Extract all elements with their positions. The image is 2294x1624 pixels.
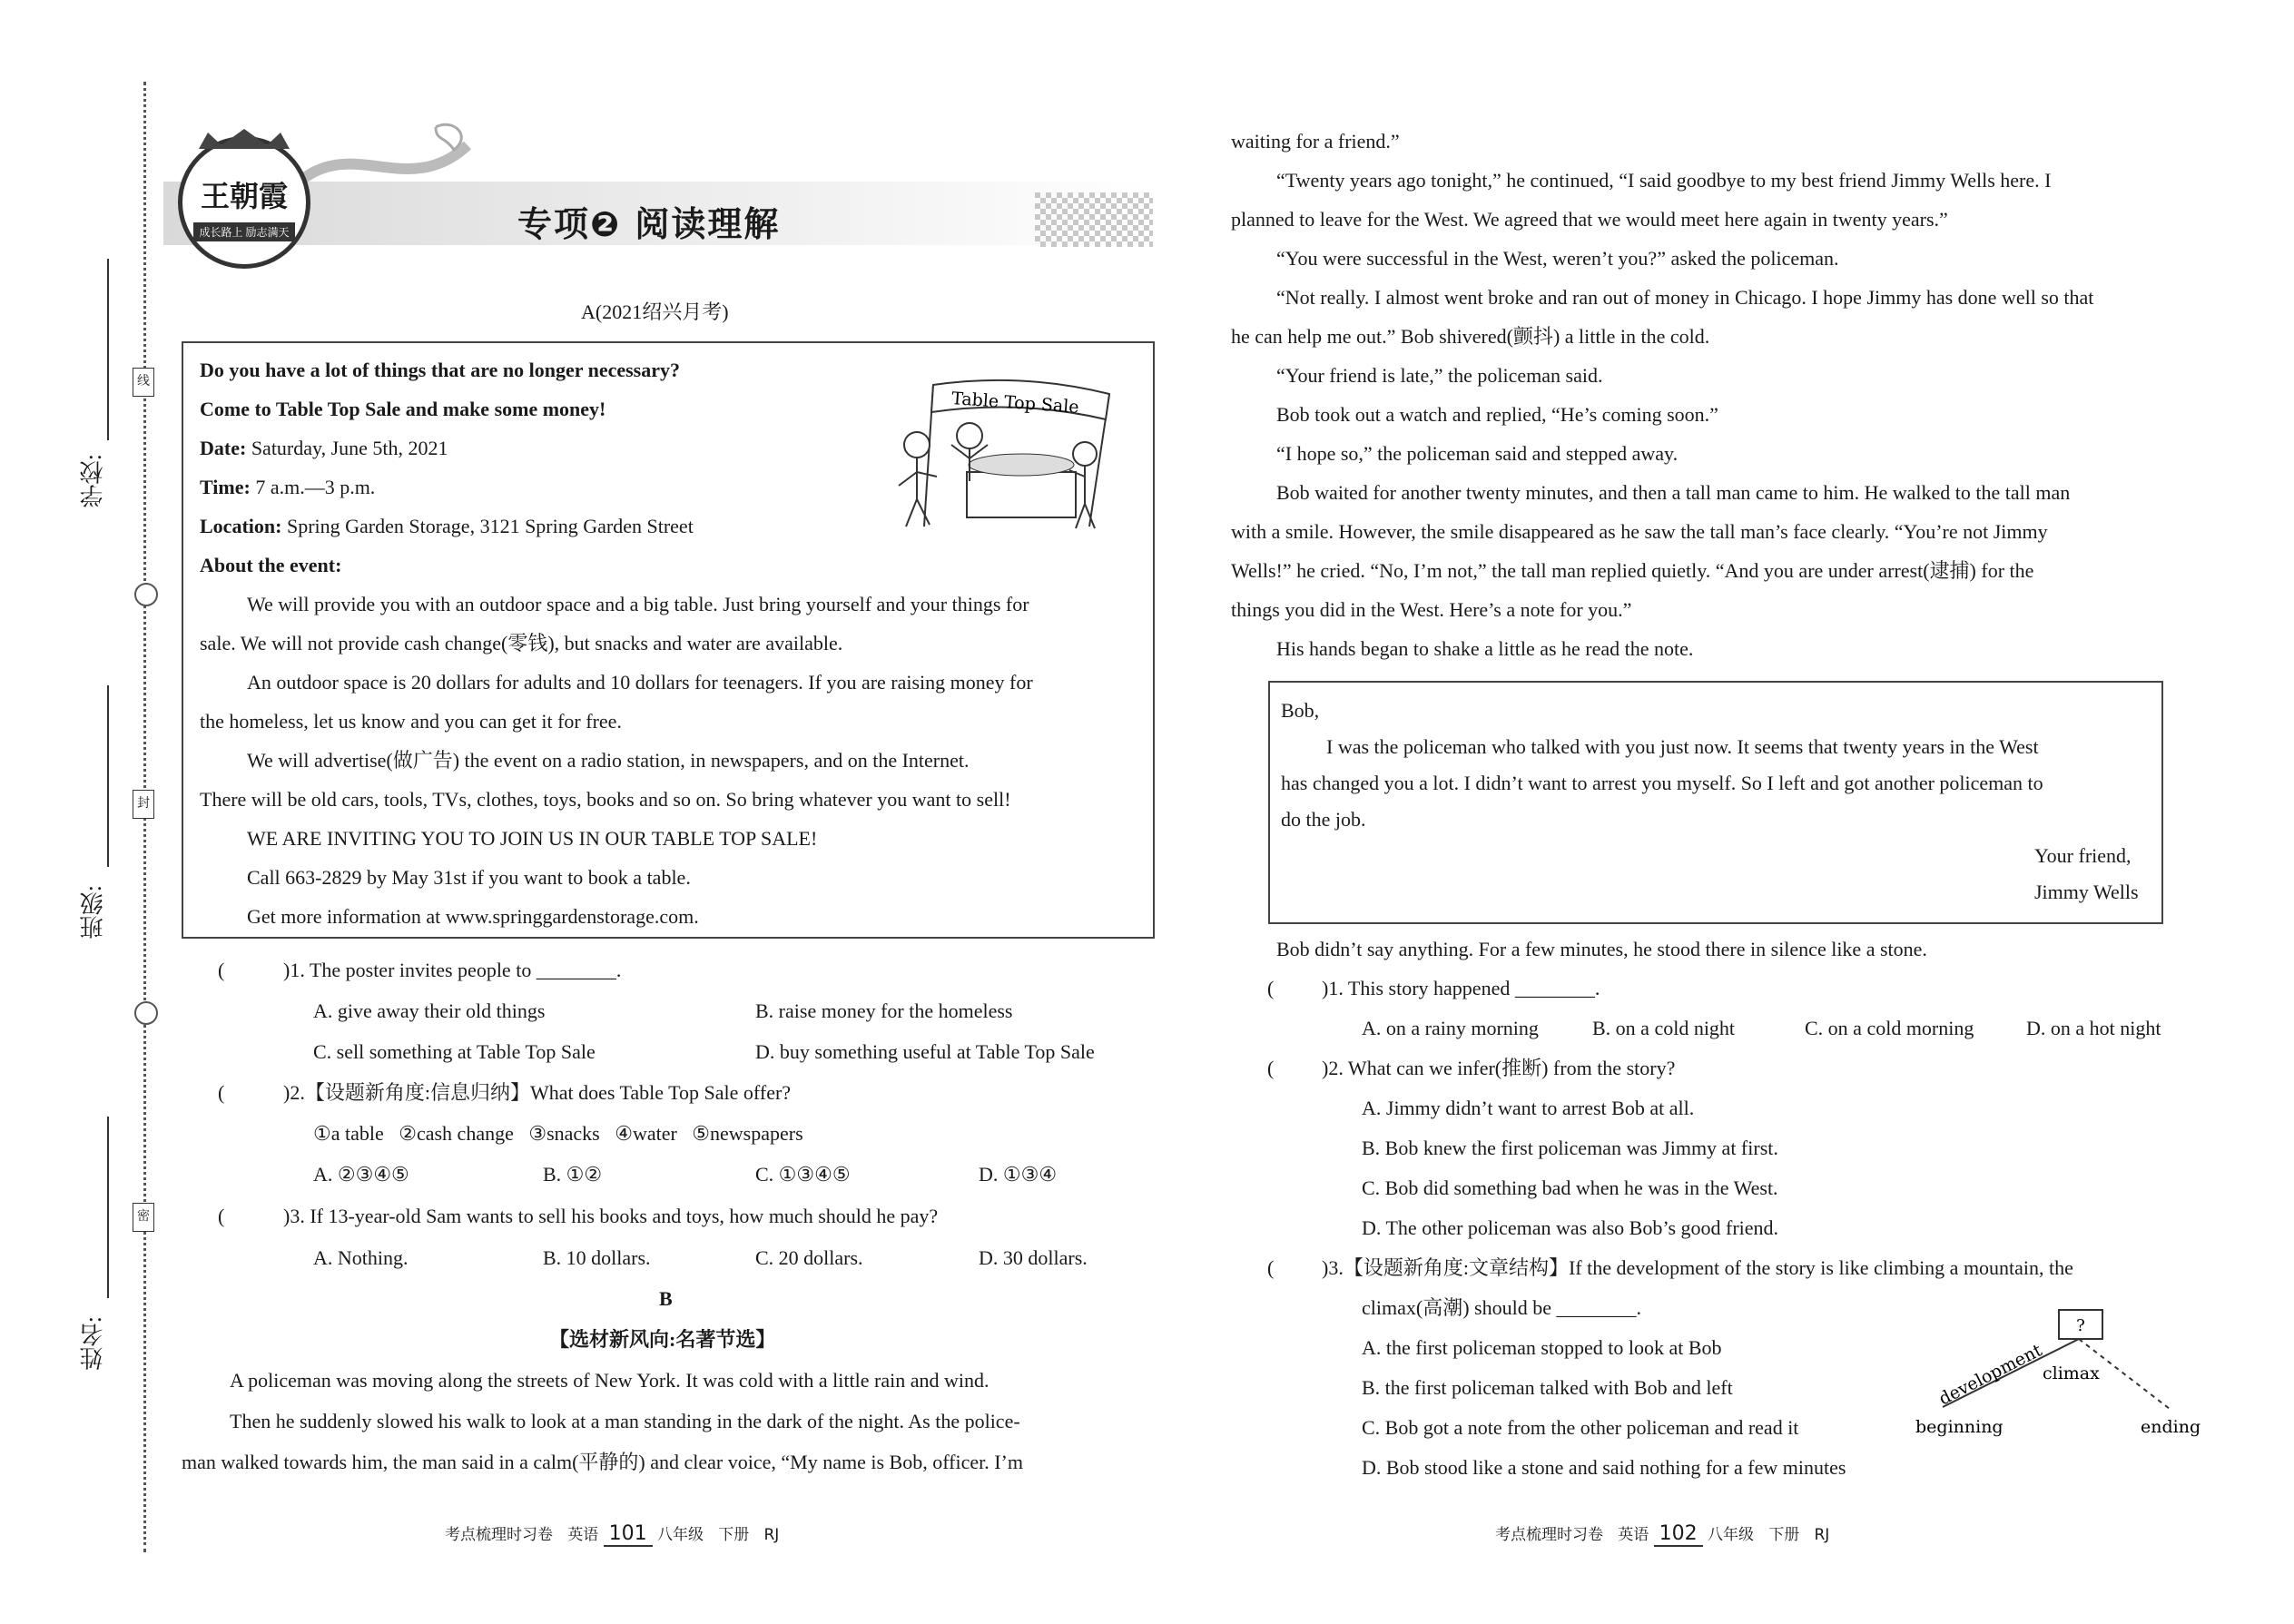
option-c: C. Bob did something bad when he was in the West. <box>1362 1176 1778 1199</box>
story-structure-diagram <box>1906 1307 2215 1443</box>
note-greeting: Bob, <box>1281 699 1320 722</box>
option-c: C. sell something at Table Top Sale <box>313 1040 596 1063</box>
answer-bracket[interactable]: ( <box>1267 1256 1275 1279</box>
footer-right-post: 八年级 下册 RJ <box>1708 1526 1830 1544</box>
option-b: B. 10 dollars. <box>543 1246 651 1269</box>
poster-paragraph: Get more information at www.springgardenstorage.com. <box>247 905 699 928</box>
answer-bracket[interactable]: ( <box>1267 977 1275 999</box>
page-number-right: 102 <box>1654 1522 1703 1547</box>
question-b3-stem: )3.【设题新角度:文章结构】If the development of the story is like climbing a mountain, the <box>1322 1256 2073 1279</box>
poster-paragraph: There will be old cars, tools, TVs, clothes, toys, books and so on. So bring whatever you want to sell! <box>200 788 1011 811</box>
story-line: “Twenty years ago tonight,” he continued, “I said goodbye to my best friend Jimmy Wells here. I <box>1276 169 2052 192</box>
binding-mark: 线 <box>133 368 154 397</box>
option-a: A. give away their old things <box>313 999 546 1022</box>
story-line: Wells!” he cried. “No, I’m not,” the tall man replied quietly. “And you are under arrest(逮捕) for the <box>1231 559 2034 582</box>
development-label: development <box>1935 1340 2045 1410</box>
table-sale-illustration <box>871 372 1126 536</box>
school-field-line <box>107 259 109 440</box>
brand-logo <box>178 136 310 269</box>
story-line: waiting for a friend.” <box>1231 130 1400 153</box>
logo-title: 王朝霞 <box>200 180 288 212</box>
poster-paragraph: WE ARE INVITING YOU TO JOIN US IN OUR TABLE TOP SALE! <box>247 827 818 850</box>
binding-mark: 密 <box>133 1203 154 1232</box>
option-a: A. the first policeman stopped to look at Bob <box>1362 1336 1722 1359</box>
note-signature: Jimmy Wells <box>2034 881 2139 903</box>
footer-right <box>1495 1521 1829 1547</box>
question-a2-items: ①a table ②cash change ③snacks ④water ⑤newspapers <box>313 1122 803 1145</box>
poster-paragraph: An outdoor space is 20 dollars for adults and 10 dollars for teenagers. If you are raising money for <box>247 671 1033 694</box>
option-a: A. Jimmy didn’t want to arrest Bob at all. <box>1362 1097 1695 1119</box>
note-box <box>1268 681 2163 924</box>
binding-hole-icon <box>134 1001 158 1025</box>
option-c: C. ①③④⑤ <box>755 1163 851 1186</box>
poster-date <box>200 428 448 468</box>
footer-left-post: 八年级 下册 RJ <box>657 1526 780 1544</box>
poster-paragraph: We will provide you with an outdoor space and a big table. Just bring yourself and your things for <box>247 593 1029 615</box>
ending-label: ending <box>2141 1417 2201 1437</box>
option-b: B. ①② <box>543 1163 603 1186</box>
story-line: Then he suddenly slowed his walk to look at a man standing in the dark of the night. As the police- <box>230 1410 1020 1432</box>
note-body: do the job. <box>1281 808 1366 831</box>
story-line: Bob didn’t say anything. For a few minutes, he stood there in silence like a stone. <box>1276 938 1927 960</box>
poster-paragraph: sale. We will not provide cash change(零钱), but snacks and water are available. <box>200 632 843 655</box>
story-line: “You were successful in the West, weren’t you?” asked the policeman. <box>1276 247 1839 270</box>
date-key: Date: <box>200 437 247 459</box>
question-a2-stem: )2.【设题新角度:信息归纳】What does Table Top Sale offer? <box>283 1081 792 1104</box>
poster-paragraph: the homeless, let us know and you can get it for free. <box>200 710 622 733</box>
option-a: A. on a rainy morning <box>1362 1017 1539 1039</box>
story-line: planned to leave for the West. We agreed that we would meet here again in twenty years.” <box>1231 208 1948 231</box>
story-line: His hands began to shake a little as he read the note. <box>1276 637 1694 660</box>
note-body: I was the policeman who talked with you just now. It seems that twenty years in the West <box>1326 735 2039 758</box>
class-label: 班级: <box>80 885 106 940</box>
class-field-line <box>107 685 109 867</box>
climax-label: climax <box>2043 1363 2100 1383</box>
option-b: B. Bob knew the first policeman was Jimmy at first. <box>1362 1137 1778 1159</box>
story-line: A policeman was moving along the streets of New York. It was cold with a little rain and wind. <box>230 1369 989 1392</box>
story-line: man walked towards him, the man said in a calm(平静的) and clear voice, “My name is Bob, officer. I’m <box>182 1451 1023 1473</box>
ribbon-icon <box>300 118 472 200</box>
poster-paragraph: We will advertise(做广告) the event on a radio station, in newspapers, and on the Internet. <box>247 749 970 772</box>
poster-line: Do you have a lot of things that are no longer necessary? <box>200 359 681 381</box>
option-b: B. on a cold night <box>1592 1017 1736 1039</box>
page-number-left: 101 <box>604 1522 653 1547</box>
story-line: Bob took out a watch and replied, “He’s coming soon.” <box>1276 403 1718 426</box>
time-value: 7 a.m.—3 p.m. <box>250 476 376 498</box>
option-d: D. Bob stood like a stone and said nothing for a few minutes <box>1362 1456 1846 1479</box>
checker-pattern-icon <box>1035 192 1153 247</box>
answer-bracket[interactable]: ( <box>218 959 225 981</box>
story-line: he can help me out.” Bob shivered(颤抖) a little in the cold. <box>1231 325 1710 348</box>
passage-b-label: B <box>659 1287 673 1310</box>
option-d: D. 30 dollars. <box>979 1246 1088 1269</box>
option-b: B. raise money for the homeless <box>755 999 1013 1022</box>
location-key: Location: <box>200 515 282 537</box>
binding-mark: 封 <box>133 790 154 819</box>
option-a: A. Nothing. <box>313 1246 409 1269</box>
option-d: D. ①③④ <box>979 1163 1058 1186</box>
answer-bracket[interactable]: ( <box>1267 1057 1275 1079</box>
poster-line: Come to Table Top Sale and make some money! <box>200 398 606 420</box>
passage-a-label: A(2021绍兴月考) <box>581 300 729 323</box>
footer-left <box>445 1521 779 1547</box>
answer-bracket[interactable]: ( <box>218 1081 225 1104</box>
option-c: C. Bob got a note from the other policeman and read it <box>1362 1416 1799 1439</box>
name-label: 姓名: <box>80 1316 106 1371</box>
crown-icon <box>194 127 294 151</box>
banner-text: Table Top Sale <box>950 389 1080 418</box>
option-c: C. on a cold morning <box>1805 1017 1974 1039</box>
note-body: has changed you a lot. I didn’t want to arrest you myself. So I left and got another policeman to <box>1281 772 2043 794</box>
date-value: Saturday, June 5th, 2021 <box>246 437 448 459</box>
note-closing: Your friend, <box>2034 844 2132 867</box>
footer-left-pre: 考点梳理时习卷 英语 <box>445 1526 599 1544</box>
name-field-line <box>107 1117 109 1298</box>
option-d: D. The other policeman was also Bob’s good friend. <box>1362 1216 1779 1239</box>
footer-right-pre: 考点梳理时习卷 英语 <box>1495 1526 1649 1544</box>
option-d: D. on a hot night <box>2026 1017 2161 1039</box>
answer-bracket[interactable]: ( <box>218 1205 225 1227</box>
option-b: B. the first policeman talked with Bob and left <box>1362 1376 1733 1399</box>
section-title: 专项❷ 阅读理解 <box>517 204 781 244</box>
question-b2-stem: )2. What can we infer(推断) from the story? <box>1322 1057 1676 1079</box>
option-c: C. 20 dollars. <box>755 1246 863 1269</box>
story-line: “Your friend is late,” the policeman said. <box>1276 364 1603 387</box>
time-key: Time: <box>200 476 251 498</box>
location-value: Spring Garden Storage, 3121 Spring Garden Street <box>281 515 694 537</box>
story-line: “Not really. I almost went broke and ran out of money in Chicago. I hope Jimmy has done well so that <box>1276 286 2094 309</box>
question-b1-stem: )1. This story happened ________. <box>1322 977 1600 999</box>
school-label: 学校: <box>80 454 106 508</box>
story-line: “I hope so,” the policeman said and stepped away. <box>1276 442 1679 465</box>
poster-paragraph: Call 663-2829 by May 31st if you want to book a table. <box>247 866 691 889</box>
question-a3-stem: )3. If 13-year-old Sam wants to sell his books and toys, how much should he pay? <box>283 1205 939 1227</box>
story-line: with a smile. However, the smile disappeared as he saw the tall man’s face clearly. “You’re not Jimmy <box>1231 520 2048 543</box>
binding-hole-icon <box>134 583 158 606</box>
question-a1-stem: )1. The poster invites people to ________. <box>283 959 622 981</box>
logo-slogan: 成长路上 励志满天 <box>193 222 295 241</box>
question-b3-stem-cont: climax(高潮) should be ________. <box>1362 1296 1641 1319</box>
option-a: A. ②③④⑤ <box>313 1163 409 1186</box>
story-line: Bob waited for another twenty minutes, and then a tall man came to him. He walked to the tall man <box>1276 481 2071 504</box>
passage-b-subtitle: 【选材新风向:名著节选】 <box>549 1328 776 1351</box>
climax-box-text: ? <box>2076 1316 2085 1335</box>
beginning-label: beginning <box>1915 1417 2004 1437</box>
poster-line: About the event: <box>200 554 342 576</box>
poster-location <box>200 507 694 546</box>
poster-time <box>200 468 375 507</box>
story-line: things you did in the West. Here’s a note for you.” <box>1231 598 1632 621</box>
option-d: D. buy something useful at Table Top Sale <box>755 1040 1095 1063</box>
